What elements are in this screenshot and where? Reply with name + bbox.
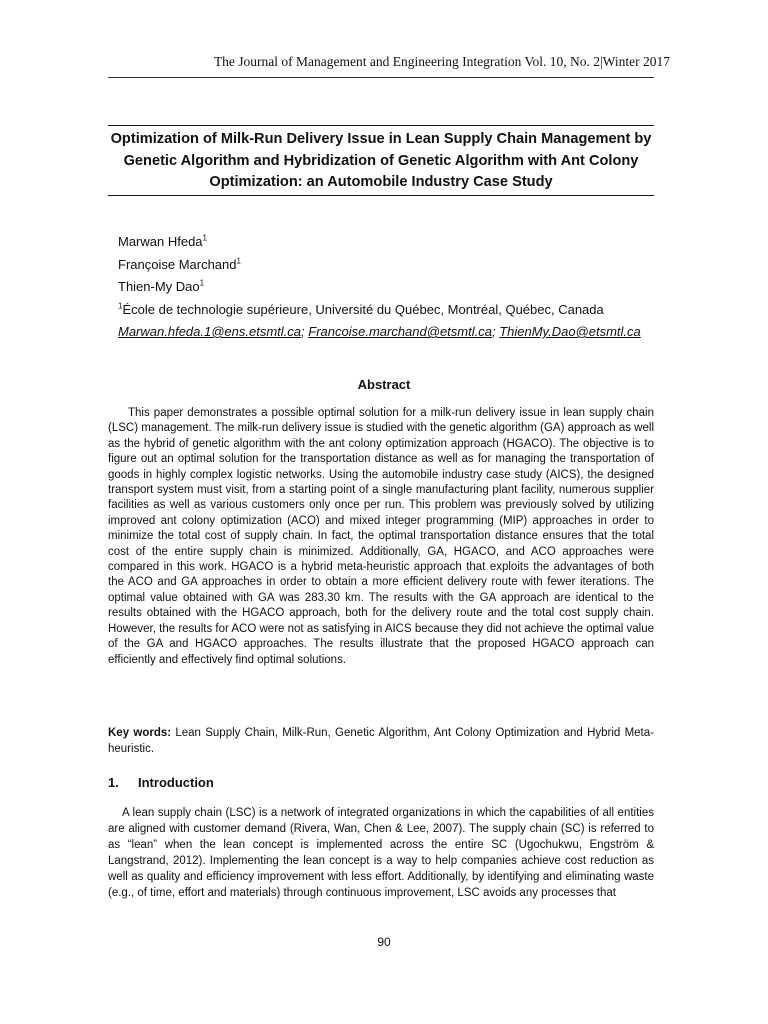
keywords-label: Key words: bbox=[108, 727, 172, 739]
keywords bbox=[108, 725, 654, 757]
affiliation-text: École de technologie supérieure, Université du Québec, Montréal, Québec, Canada bbox=[122, 301, 604, 317]
author-name: Marwan Hfeda bbox=[118, 234, 203, 249]
author-name: Thien-My Dao bbox=[118, 279, 200, 294]
email-link[interactable]: Marwan.hfeda.1@ens.etsmtl.ca bbox=[118, 324, 302, 339]
email-link[interactable]: Francoise.marchand@etsmtl.ca bbox=[308, 324, 492, 339]
email-separator: ; bbox=[491, 324, 500, 339]
email-link[interactable]: ThienMy.Dao@etsmtl.ca bbox=[499, 324, 641, 339]
author-block bbox=[118, 231, 641, 344]
author-line bbox=[118, 254, 641, 277]
author-line bbox=[118, 231, 641, 254]
introduction-text: A lean supply chain (LSC) is a network of integrated organizations in which the capabilities of all entities are aligned with customer demand (Rivera, Wan, Chen & Lee, 2007). The supply chain (SC) is referred to as “lean” when the lean concept is implemented across the entire SC (Ugochukwu, Engström & Langstrand, 2012). Implementing the lean concept is a way to help companies achieve cost reduction as well as quality and efficiency improvement with less effort. Additionally, by identifying and eliminating waste (e.g., of time, effort and materials) through continuous improvement, LSC avoids any processes that bbox=[108, 807, 654, 899]
author-line bbox=[118, 276, 641, 299]
abstract-heading: Abstract bbox=[357, 377, 411, 392]
paper-title: Optimization of Milk-Run Delivery Issue in Lean Supply Chain Management by Genetic Algorithm and Hybridization of Genetic Algorithm with Ant Colony Optimization: an Automobile Industry Case Study bbox=[110, 131, 652, 190]
email-separator: ; bbox=[301, 324, 309, 339]
abstract-text: This paper demonstrates a possible optimal solution for a milk-run delivery issue in lean supply chain (LSC) management. The milk-run delivery issue is studied with the genetic algorithm (GA) approach as well as the hybrid of genetic algorithm with the ant colony optimization approach (HGACO). The objective is to figure out an optimal solution for the transportation distance as well as for managing the transportation of goods in highly complex logistic networks. Using the automobile industry case study (AICS), the designed transport system must visit, from a starting point of a single manufacturing plant facility, numerous supplier facilities as well as various customers only once per run. This problem was previously solved by utilizing improved ant colony optimization (ACO) and mixed integer programming (MIP) approaches in order to minimize the total cost of supply chain. In fact, the optimal transportation distance ensures that the total cost of the entire supply chain is minimized. Additionally, GA, HGACO, and ACO approaches were compared in this work. HGACO is a hybrid meta-heuristic approach that exploits the advantages of both the ACO and GA approaches in order to obtain a more efficient delivery route with fewer iterations. The optimal value obtained with GA was 283.30 km. The results with the GA approach are identical to the results obtained with the HGACO approach, both for the delivery route and the total cost supply chain. However, the results for ACO were not as satisfying in AICS because they did not achieve the optimal value of the GA and HGACO approaches. The results illustrate that the proposed HGACO approach can efficiently and effectively find optimal solutions. bbox=[108, 407, 654, 666]
running-header: The Journal of Management and Engineering Integration Vol. 10, No. 2|Winter 2017 bbox=[213, 54, 670, 69]
affiliation-mark: 1 bbox=[118, 301, 123, 311]
affiliation bbox=[118, 299, 641, 322]
header-rule bbox=[108, 77, 654, 78]
email-list bbox=[118, 321, 641, 344]
author-affil-mark: 1 bbox=[202, 233, 207, 243]
title-rule-top bbox=[108, 125, 654, 126]
section-heading bbox=[108, 775, 214, 790]
author-affil-mark: 1 bbox=[236, 256, 241, 266]
author-name: Françoise Marchand bbox=[118, 256, 237, 272]
author-affil-mark: 1 bbox=[199, 278, 205, 288]
section-title: Introduction bbox=[138, 775, 214, 790]
title-rule-bottom bbox=[108, 195, 654, 196]
keywords-text: Lean Supply Chain, Milk-Run, Genetic Algorithm, Ant Colony Optimization and Hybrid Meta-heuristic. bbox=[108, 727, 654, 755]
page-number: 90 bbox=[377, 935, 391, 949]
section-number: 1. bbox=[108, 775, 119, 790]
